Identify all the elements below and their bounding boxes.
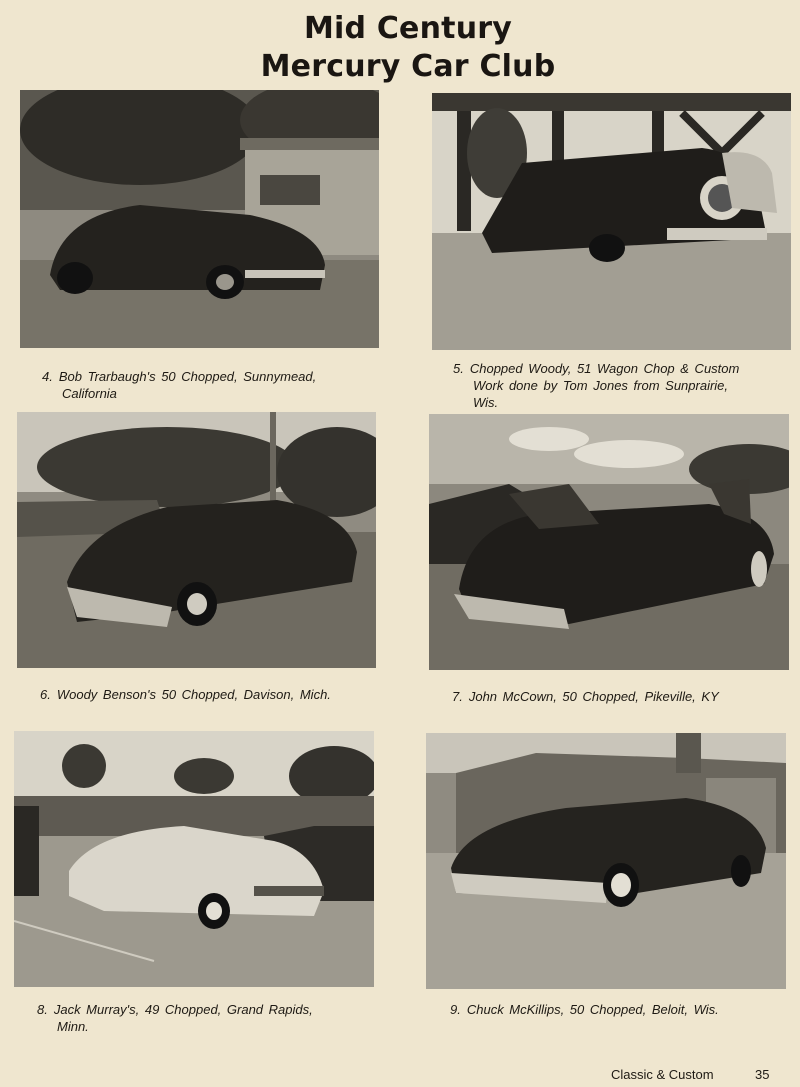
caption-6-number: 6. [40, 687, 51, 702]
caption-7-line-1: John McCown, 50 Chopped, Pikeville, KY [468, 689, 719, 704]
caption-9-line-1: Chuck McKillips, 50 Chopped, Beloit, Wis. [466, 1002, 719, 1017]
page-title [0, 10, 800, 86]
photo-7 [429, 414, 789, 670]
photo-9 [426, 733, 786, 989]
photo-4 [20, 90, 379, 348]
photo-4-image [20, 90, 379, 348]
footer-magazine-name: Classic & Custom [611, 1067, 714, 1082]
photo-5 [432, 93, 791, 350]
caption-5-line-3: Wis. [473, 395, 499, 410]
caption-7 [452, 688, 782, 705]
footer-page-number: 35 [755, 1067, 770, 1082]
caption-4 [42, 368, 362, 402]
photo-8 [14, 731, 374, 987]
caption-8-number: 8. [37, 1002, 48, 1017]
photo-5-image [432, 93, 791, 350]
caption-9-number: 9. [450, 1002, 461, 1017]
caption-9 [450, 1001, 780, 1018]
caption-8 [37, 1001, 357, 1035]
title-line-2: Mercury Car Club [260, 49, 556, 84]
caption-5-line-1: Chopped Woody, 51 Wagon Chop & Custom [469, 361, 740, 376]
photo-6 [17, 412, 376, 668]
caption-4-line-2: California [62, 386, 117, 401]
caption-5 [453, 360, 773, 411]
title-line-1: Mid Century [303, 11, 513, 46]
photo-9-image [426, 733, 786, 989]
photo-6-image [17, 412, 376, 668]
photo-8-image [14, 731, 374, 987]
caption-6 [40, 686, 370, 703]
caption-5-number: 5. [453, 361, 464, 376]
caption-8-line-2: Minn. [57, 1019, 89, 1034]
caption-5-line-2: Work done by Tom Jones from Sunprairie, [473, 378, 729, 393]
caption-7-number: 7. [452, 689, 463, 704]
photo-7-image [429, 414, 789, 670]
caption-4-number: 4. [42, 369, 53, 384]
caption-4-line-1: Bob Trarbaugh's 50 Chopped, Sunnymead, [58, 369, 317, 384]
caption-8-line-1: Jack Murray's, 49 Chopped, Grand Rapids, [53, 1002, 313, 1017]
caption-6-line-1: Woody Benson's 50 Chopped, Davison, Mich. [56, 687, 331, 702]
